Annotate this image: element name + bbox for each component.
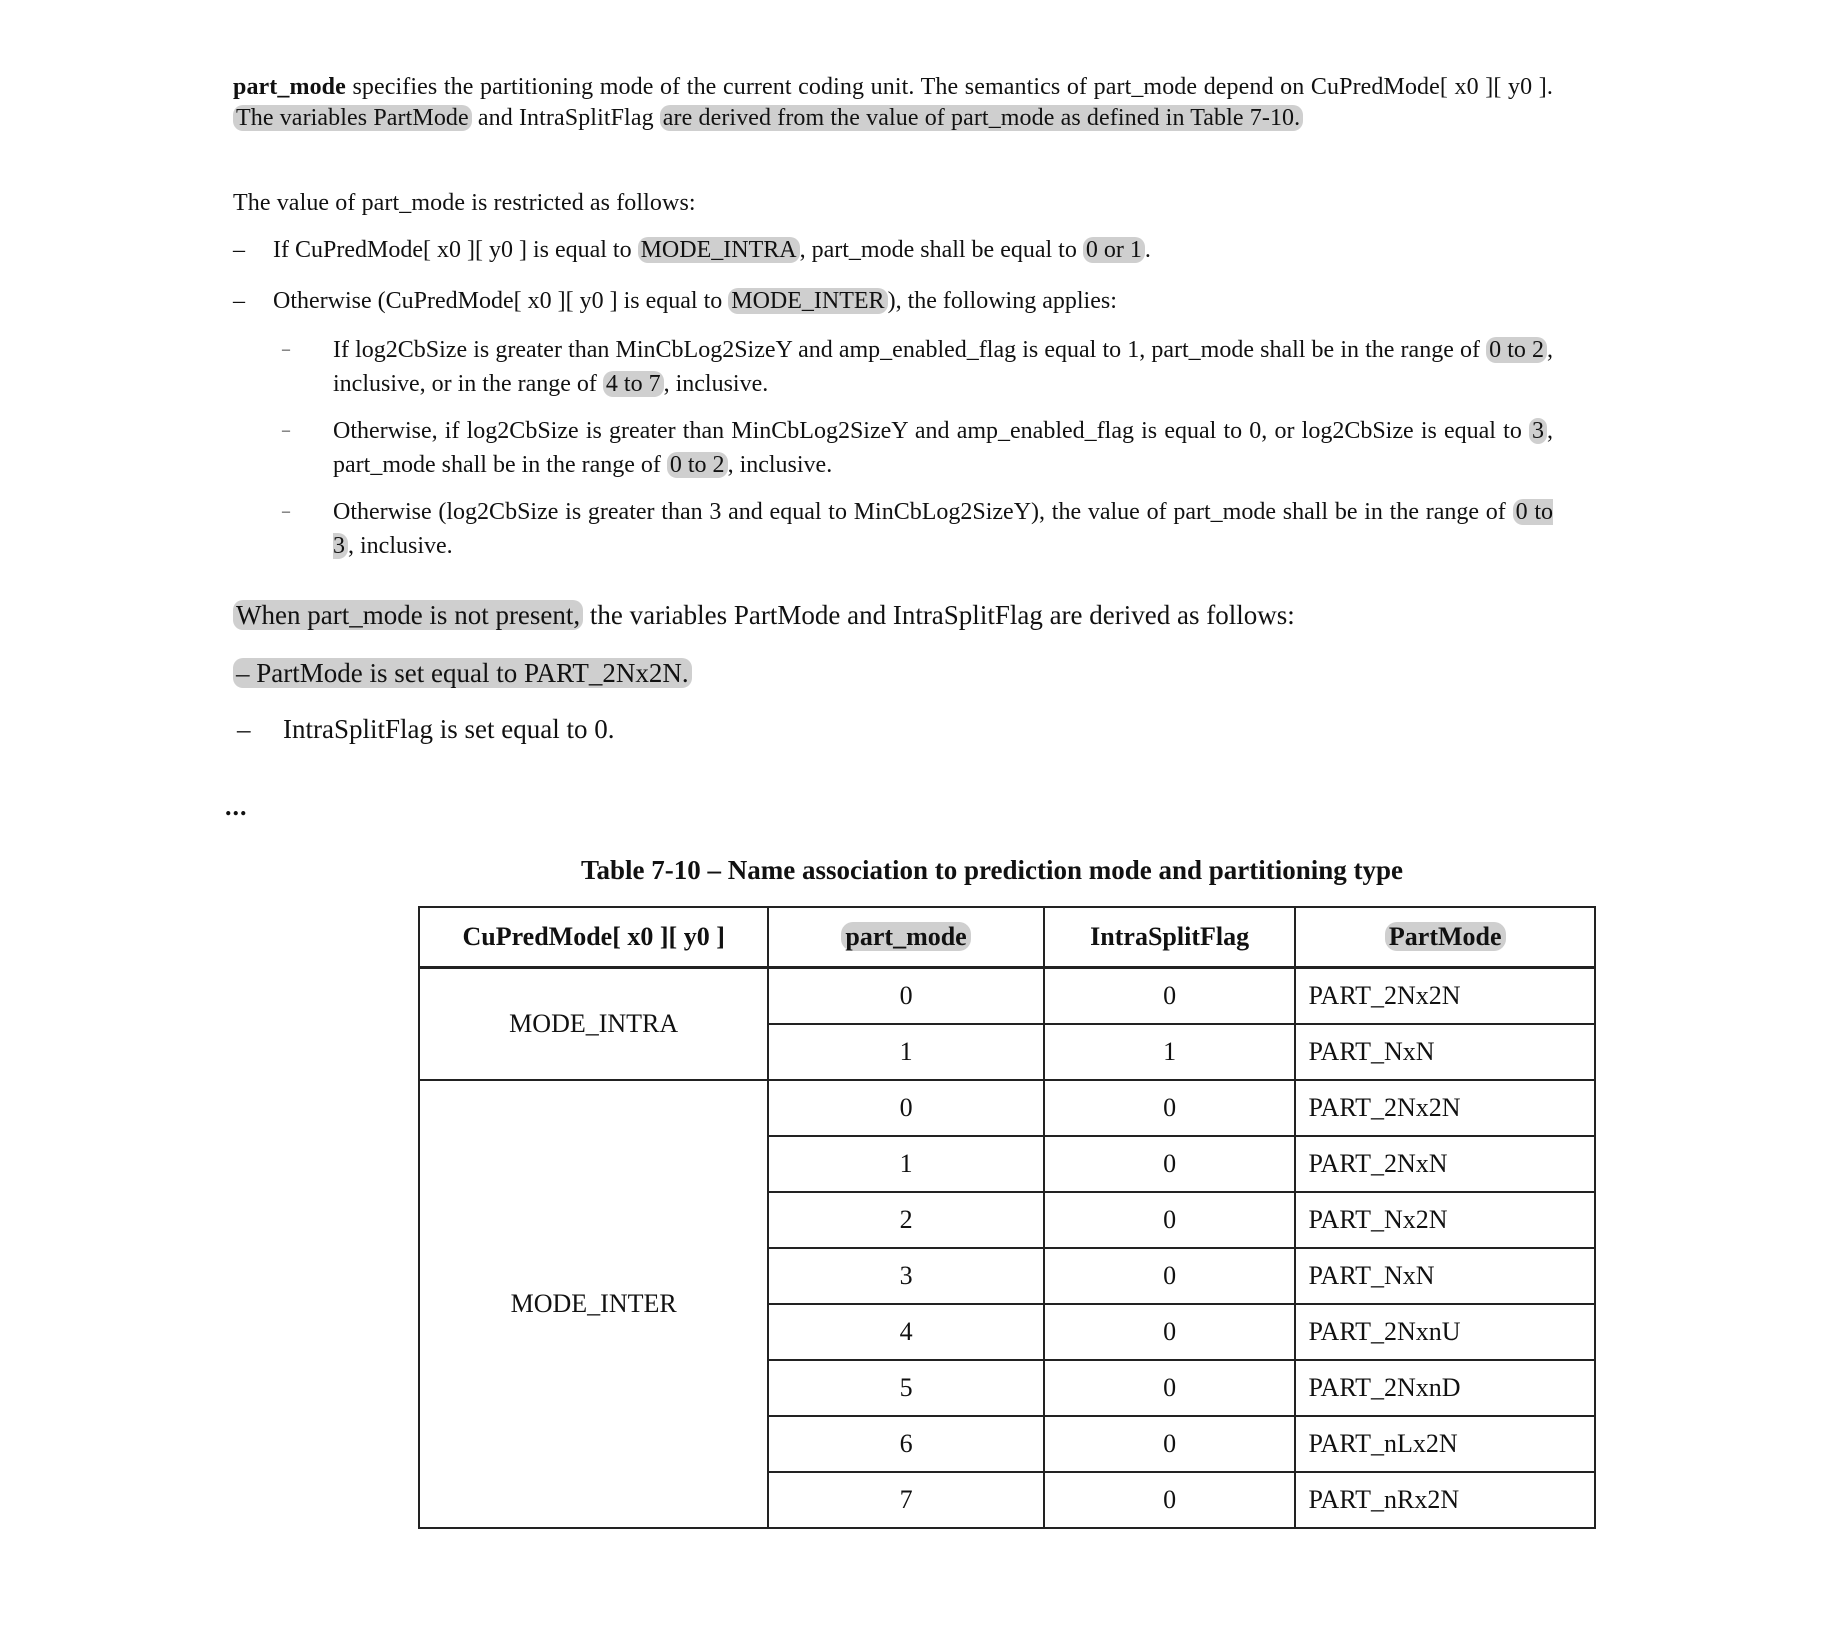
header-part-mode [768,907,1043,968]
mode-intra-cell: MODE_INTRA [419,968,768,1081]
intro-highlight-1: The variables PartMode [233,105,472,131]
sub-bullet-amp-disabled-text [333,414,1553,482]
size-3-highlight: 3 [1529,418,1547,444]
mode-intra-highlight: MODE_INTRA [638,237,800,263]
partmode-name-cell: PART_2Nx2N [1295,1080,1595,1136]
range-4-7-highlight: 4 to 7 [603,371,664,397]
part-mode-definition [233,72,1553,134]
restriction-heading: The value of part_mode is restricted as follows: [233,190,696,216]
range-0-1-highlight: 0 or 1 [1083,237,1145,263]
range-0-2-highlight: 0 to 2 [1486,337,1547,363]
part-mode-cell: 1 [768,1024,1043,1080]
sub2-mid: , part_mode shall be in the range of [333,418,1553,478]
part-mode-cell: 5 [768,1360,1043,1416]
part-mode-cell: 1 [768,1136,1043,1192]
ellipsis: ... [225,792,248,821]
header-part-mode-label: part_mode [841,922,970,951]
not-present-rest: the variables PartMode and IntraSplitFlag are derived as follows: [583,600,1295,630]
partmode-name-cell: PART_nLx2N [1295,1416,1595,1472]
mode-inter-cell: MODE_INTER [419,1080,768,1528]
intra-split-cell: 0 [1044,1360,1296,1416]
intra-split-cell: 0 [1044,1304,1296,1360]
bullet-inter-pre: Otherwise (CuPredMode[ x0 ][ y0 ] is equal to [273,288,729,314]
intro-text-1: specifies the partitioning mode of the current coding unit. The semantics of part_mode depend on CuPredMode[ x0 ][ y0 ]. [345,74,1553,100]
bullet-dash: – [233,288,245,314]
partmode-name-cell: PART_nRx2N [1295,1472,1595,1528]
intrasplit-default-text: IntraSplitFlag is set equal to 0. [283,714,615,744]
intra-split-cell: 1 [1044,1024,1296,1080]
part-mode-cell: 0 [768,1080,1043,1136]
intra-split-cell: 0 [1044,968,1296,1025]
sub3-post: , inclusive. [348,533,453,559]
intra-split-cell: 0 [1044,1080,1296,1136]
header-cupredmode: CuPredMode[ x0 ][ y0 ] [419,907,768,968]
part-mode-cell: 6 [768,1416,1043,1472]
bullet-intra-text [273,233,1151,267]
intra-split-cell: 0 [1044,1192,1296,1248]
intra-split-cell: 0 [1044,1472,1296,1528]
intro-highlight-2: are derived from the value of part_mode as defined in Table 7-10. [660,105,1303,131]
bullet-inter-post: ), the following applies: [887,288,1117,314]
sub-bullet-dash: – [282,503,290,520]
table-header-row [419,907,1595,968]
table-row [419,1080,1595,1136]
part-mode-cell: 3 [768,1248,1043,1304]
partmode-name-cell: PART_2NxnU [1295,1304,1595,1360]
bullet-dash: – [237,714,251,744]
mode-inter-highlight: MODE_INTER [728,288,887,314]
part-mode-cell: 7 [768,1472,1043,1528]
partmode-default-highlight: – PartMode is set equal to PART_2Nx2N. [233,658,692,688]
partmode-name-cell: PART_2NxnD [1295,1360,1595,1416]
sub-bullet-dash: – [282,422,290,439]
sub-bullet-min-size [282,495,1554,565]
part-mode-cell: 2 [768,1192,1043,1248]
sub3-pre: Otherwise (log2CbSize is greater than 3 and equal to MinCbLog2SizeY), the value of part_mode shall be in the range of [333,499,1513,525]
part-mode-cell: 4 [768,1304,1043,1360]
partmode-default-text [233,656,692,690]
bullet-intra-post: . [1144,237,1151,263]
range-0-2-highlight: 0 to 2 [667,452,728,478]
intra-split-cell: 0 [1044,1248,1296,1304]
part-mode-term: part_mode [233,74,346,100]
header-partmode-label: PartMode [1385,922,1506,951]
sub2-pre: Otherwise, if log2CbSize is greater than MinCbLog2SizeY and amp_enabled_flag is equal to 0, or log2CbSize is equal to [333,418,1529,444]
intra-split-cell: 0 [1044,1416,1296,1472]
table-row [419,968,1595,1025]
bullet-intra-mid: , part_mode shall be equal to [799,237,1083,263]
sub-bullet-amp-enabled-text [333,333,1553,401]
bullet-inter-text [273,284,1117,318]
sub-bullet-amp-disabled [282,414,1554,484]
part-mode-cell: 0 [768,968,1043,1025]
intra-split-cell: 0 [1044,1136,1296,1192]
intro-text-2: and IntraSplitFlag [471,105,660,131]
not-present-text [233,598,1295,632]
sub1-mid: , inclusive, or in the range of [333,337,1554,397]
partmode-name-cell: PART_Nx2N [1295,1192,1595,1248]
sub-bullet-amp-enabled [282,333,1554,403]
bullet-dash: – [233,237,245,263]
sub1-pre: If log2CbSize is greater than MinCbLog2SizeY and amp_enabled_flag is equal to 1, part_mode shall be in the range of [333,337,1487,363]
not-present-highlight: When part_mode is not present, [233,600,583,630]
table-caption: Table 7-10 – Name association to prediction mode and partitioning type [580,855,1404,885]
bullet-intra-pre: If CuPredMode[ x0 ][ y0 ] is equal to [273,237,638,263]
partmode-name-cell: PART_NxN [1295,1024,1595,1080]
partmode-name-cell: PART_2Nx2N [1295,968,1595,1025]
partmode-name-cell: PART_2NxN [1295,1136,1595,1192]
header-partmode [1295,907,1595,968]
sub-bullet-min-size-text [333,495,1553,563]
partmode-name-cell: PART_NxN [1295,1248,1595,1304]
partition-mode-table [418,906,1596,1529]
range-0-3-highlight: 0 to 3 [333,499,1553,559]
sub1-post: , inclusive. [663,371,769,397]
sub-bullet-dash: – [282,341,290,358]
header-intrasplitflag: IntraSplitFlag [1044,907,1296,968]
sub2-post: , inclusive. [727,452,833,478]
